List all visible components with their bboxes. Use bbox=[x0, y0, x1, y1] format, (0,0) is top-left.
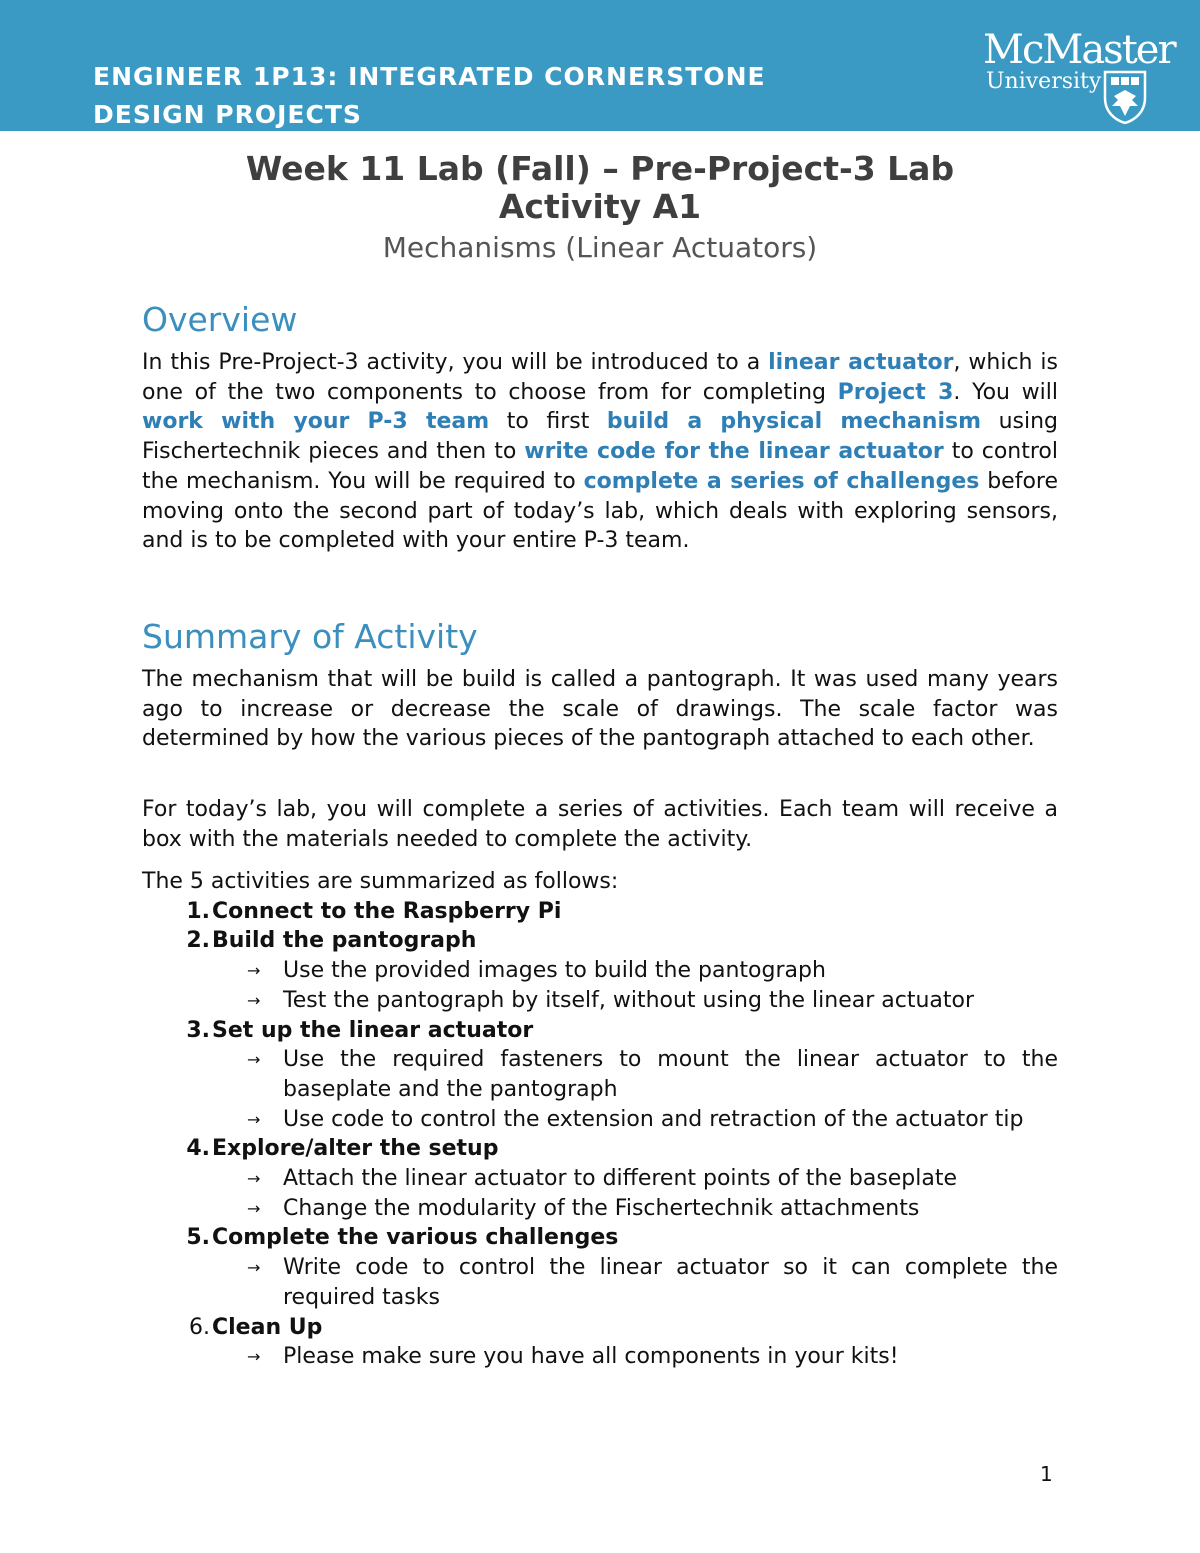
text-run: , which is one of the two components to choose from for completing bbox=[142, 350, 1058, 405]
sub-item-text: Test the pantograph by itself, without using the linear actuator bbox=[283, 987, 975, 1013]
summary-paragraph-2: For today’s lab, you will complete a series of activities. Each team will receive a box with the materials needed to complete the activity. bbox=[142, 797, 1058, 852]
list-item bbox=[142, 1134, 1058, 1164]
sub-item bbox=[142, 1045, 1058, 1104]
sub-item bbox=[142, 986, 1058, 1016]
arrow-icon: → bbox=[247, 1169, 261, 1189]
text-run: to control the mechanism. You will be required to bbox=[142, 439, 1058, 494]
text-run: . You will bbox=[953, 379, 1059, 405]
logo-wordmark-sub: University bbox=[986, 69, 1102, 94]
overview-paragraph bbox=[142, 348, 1058, 556]
text-run: In this Pre-Project-3 activity, you will be introduced to a bbox=[142, 350, 769, 375]
page-header bbox=[0, 0, 1200, 131]
title-line-2: Activity A1 bbox=[498, 187, 702, 226]
page-number: 1 bbox=[1040, 1462, 1053, 1486]
list-item bbox=[142, 1016, 1058, 1046]
logo-wordmark: McMaster bbox=[983, 27, 1175, 73]
sub-item bbox=[142, 1105, 1058, 1135]
mcmaster-logo bbox=[980, 27, 1175, 125]
document-titles bbox=[142, 150, 1058, 265]
step-number: 4. bbox=[186, 1136, 210, 1162]
arrow-icon: → bbox=[247, 1258, 261, 1278]
list-item bbox=[142, 926, 1058, 956]
crest-icon bbox=[1102, 70, 1148, 124]
list-intro: The 5 activities are summarized as follows: bbox=[142, 869, 619, 894]
sub-item-text: Please make sure you have all components in your kits! bbox=[283, 1344, 899, 1370]
sub-item-text: Use the provided images to build the pantograph bbox=[283, 958, 826, 984]
highlight-write-code: write code for the linear actuator bbox=[524, 439, 944, 465]
step-number: 1. bbox=[186, 898, 210, 924]
sub-item bbox=[142, 1194, 1058, 1224]
highlight-linear-actuator: linear actuator bbox=[768, 350, 954, 375]
step-number: 3. bbox=[186, 1017, 210, 1043]
step-number: 6. bbox=[189, 1314, 210, 1340]
step-label: Clean Up bbox=[212, 1314, 323, 1340]
list-item bbox=[142, 1223, 1058, 1253]
sub-item bbox=[142, 1253, 1058, 1312]
step-label: Complete the various challenges bbox=[212, 1225, 619, 1251]
list-item bbox=[142, 897, 1058, 927]
highlight-project-3: Project 3 bbox=[837, 379, 954, 405]
sub-item bbox=[142, 1342, 1058, 1372]
highlight-challenges: complete a series of challenges bbox=[583, 468, 980, 494]
activity-list bbox=[142, 867, 1058, 1372]
text-run: to first bbox=[489, 409, 607, 435]
summary-heading: Summary of Activity bbox=[142, 617, 478, 656]
arrow-icon: → bbox=[247, 961, 261, 981]
list-item bbox=[142, 1313, 1058, 1343]
sub-item-text: Write code to control the linear actuator so it can complete the required tasks bbox=[283, 1255, 1058, 1310]
step-label: Set up the linear actuator bbox=[212, 1017, 534, 1043]
title-line-1: Week 11 Lab (Fall) – Pre-Project-3 Lab bbox=[245, 149, 955, 188]
step-number: 5. bbox=[186, 1225, 210, 1251]
step-number: 2. bbox=[186, 928, 210, 954]
text-run: before moving onto the second part of today’s lab, which deals with exploring sensors, and is to be completed with your entire P-3 team. bbox=[142, 468, 1059, 554]
subtitle: Mechanisms (Linear Actuators) bbox=[382, 231, 818, 264]
step-label: Connect to the Raspberry Pi bbox=[212, 898, 562, 924]
summary-paragraph-1: The mechanism that will be build is called a pantograph. It was used many years ago to increase or decrease the scale of drawings. The scale factor was determined by how the various pieces of the pantograph attached to each other. bbox=[142, 667, 1058, 752]
overview-heading: Overview bbox=[142, 300, 298, 339]
highlight-build: build a physical mechanism bbox=[606, 409, 982, 435]
arrow-icon: → bbox=[247, 1109, 261, 1129]
sub-item bbox=[142, 956, 1058, 986]
highlight-team: work with your P-3 team bbox=[142, 409, 490, 435]
arrow-icon: → bbox=[247, 990, 261, 1010]
text-run: using Fischertechnik pieces and then to bbox=[142, 409, 1059, 465]
sub-item-text: Change the modularity of the Fischertechnik attachments bbox=[283, 1195, 920, 1221]
steps-container bbox=[142, 897, 1058, 1372]
sub-item-text: Use code to control the extension and retraction of the actuator tip bbox=[283, 1106, 1024, 1132]
arrow-icon: → bbox=[247, 1050, 261, 1070]
course-title: ENGINEER 1P13: INTEGRATED CORNERSTONE DESIGN PROJECTS bbox=[93, 62, 766, 128]
arrow-icon: → bbox=[247, 1347, 261, 1367]
sub-item-text: Attach the linear actuator to different points of the baseplate bbox=[283, 1166, 958, 1192]
step-label: Explore/alter the setup bbox=[212, 1136, 499, 1162]
arrow-icon: → bbox=[247, 1198, 261, 1218]
sub-item-text: Use the required fasteners to mount the linear actuator to the baseplate and the pantograph bbox=[283, 1047, 1058, 1102]
step-label: Build the pantograph bbox=[212, 928, 477, 954]
sub-item bbox=[142, 1164, 1058, 1194]
